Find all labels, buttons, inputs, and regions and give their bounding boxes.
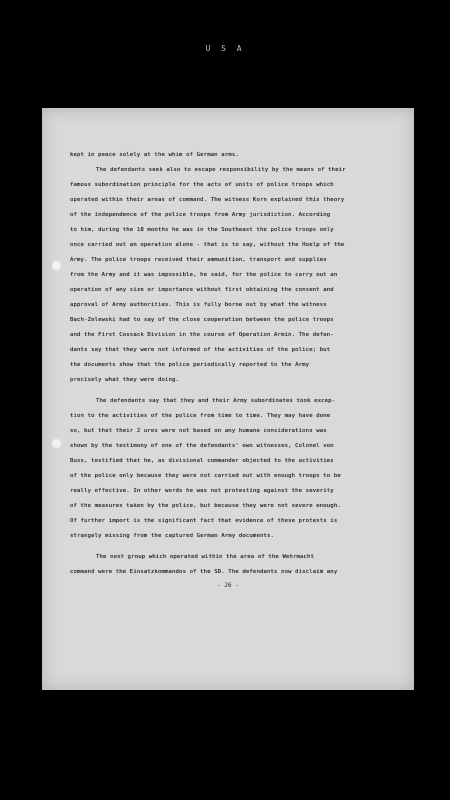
text-line: The next group which operated within the area of the Wehrmacht (96, 554, 315, 560)
text-line: to him, during the 18 months he was in the Southeast the police troops only (70, 227, 334, 233)
paragraph-4 (70, 550, 395, 580)
text-line: approval of Army authorities. This is fully borne out by what the witness (70, 302, 327, 308)
text-line: of the measures taken by the police, but because they were not severe enough. (70, 503, 341, 509)
text-line: command were the Einsatzkommandos of the SD. The defendants now disclaim any (70, 569, 338, 575)
text-line: from the Army and it was impossible, he said, for the police to carry out an (70, 272, 338, 278)
document-page (42, 108, 414, 690)
text-line: Of further import is the significant fact that evidence of these protests is (70, 518, 338, 524)
punch-hole-middle (51, 438, 62, 449)
text-line: The defendants seek also to escape responsibility by the means of their (96, 167, 346, 173)
text-line: really effective. In other words he was not protesting against the severity (70, 488, 334, 494)
paragraph-1 (70, 148, 395, 163)
text-line: kept in peace solely at the whim of German arms. (70, 152, 239, 158)
text-line: Buss, testified that he, as divisional commander objected to the activities (70, 458, 334, 464)
text-line: precisely what they were doing. (70, 377, 180, 383)
text-line: tion to the activities of the police from time to time. They may have done (70, 413, 331, 419)
text-line: so, but that their 2 ures were not based on any humane considerations was (70, 428, 327, 434)
text-line: Bach-Zelewski had to say of the close cooperation between the police troops (70, 317, 334, 323)
text-line: operated within their areas of command. The witness Korn explained this theory (70, 197, 345, 203)
text-line: operation of any size or importance without first obtaining the consent and (70, 287, 334, 293)
text-line: Army. The police troops received their ammunition, transport and supplies (70, 257, 327, 263)
paragraph-2 (70, 163, 395, 388)
text-line: shown by the testimony of one of the defendants' own witnesses, Colonel von (70, 443, 334, 449)
punch-hole-top (51, 260, 62, 271)
text-line: The defendants say that they and their Army subordinates took excep- (96, 398, 336, 404)
film-header-label: U S A (205, 44, 245, 53)
text-line: and the First Cossack Division in the course of Operation Armin. The defen- (70, 332, 334, 338)
text-line: of the police only because they were not carried out with enough troops to be (70, 473, 341, 479)
text-line: dants say that they were not informed of the activities of the police; but (70, 347, 331, 353)
text-line: famous subordination principle for the acts of units of police troops which (70, 182, 334, 188)
text-line: the documents show that the police periodically reported to the Army (70, 362, 310, 368)
text-line: of the independence of the police troops from Army jurisdiction. According (70, 212, 331, 218)
page-number: - 26 - (217, 582, 239, 589)
document-body (70, 148, 395, 580)
paragraph-3 (70, 394, 395, 544)
text-line: once carried out an operation alone - that is to say, without the Hoelp of the (70, 242, 345, 248)
text-line: strangely missing from the captured German Army documents. (70, 533, 275, 539)
